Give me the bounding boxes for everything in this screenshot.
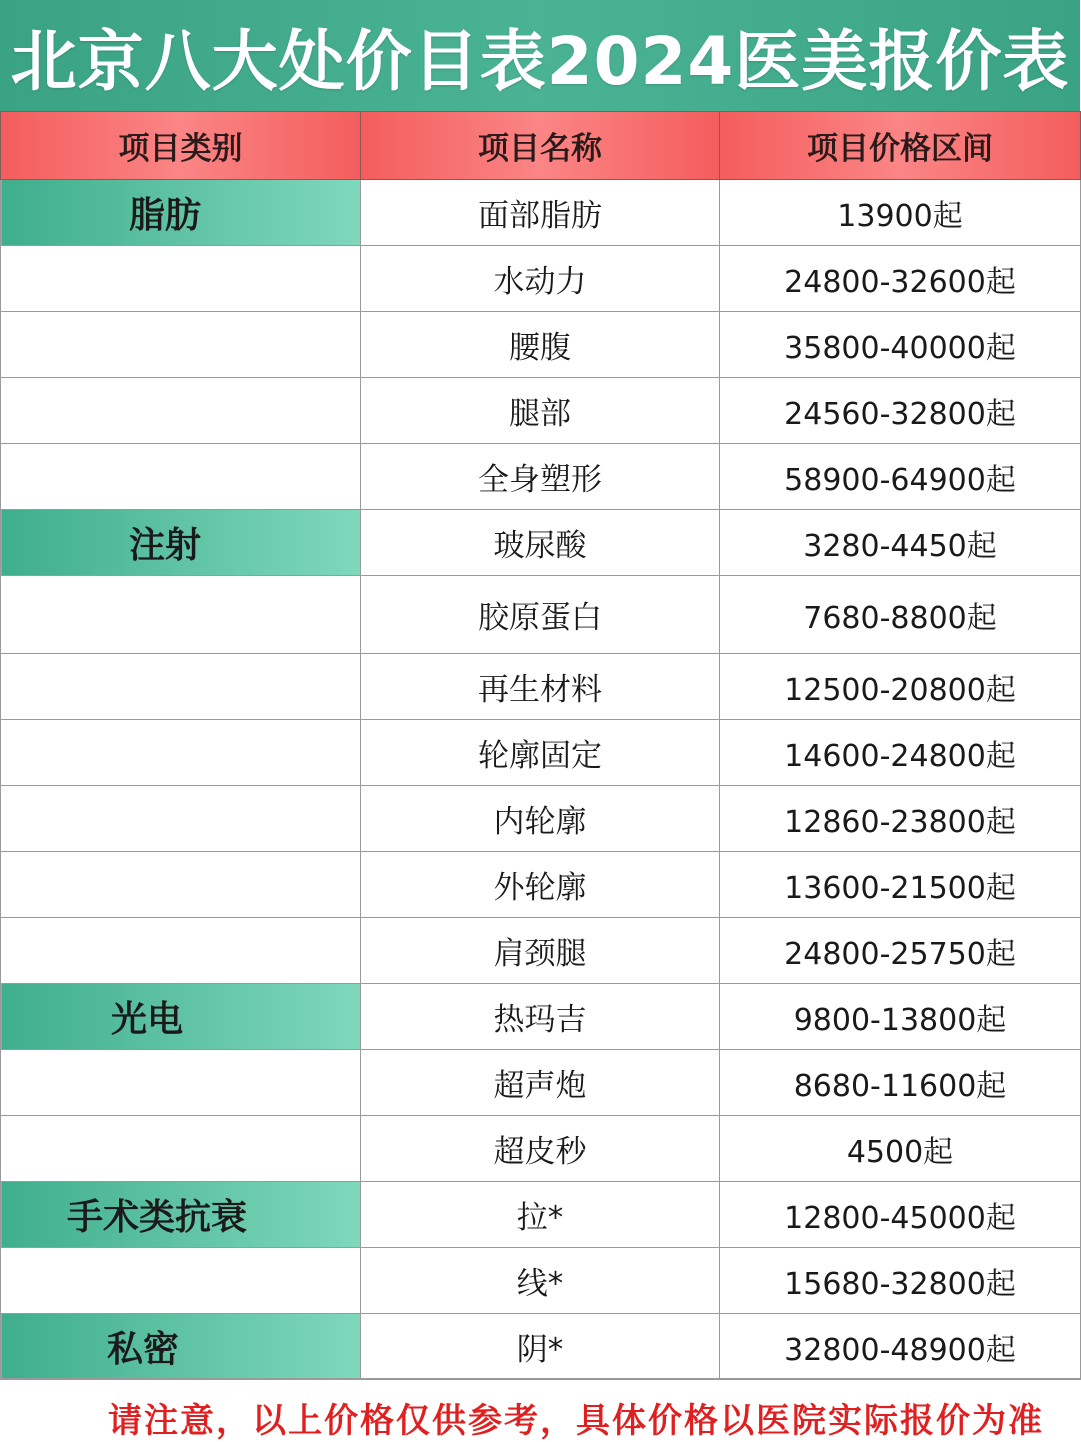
price-range-cell: 9800-13800起 (720, 984, 1081, 1050)
table-row (1, 720, 1081, 786)
category-cell (1, 1116, 361, 1182)
item-name-cell: 腰腹 (361, 312, 720, 378)
item-name-cell: 超声炮 (361, 1050, 720, 1116)
item-name-cell: 线* (361, 1248, 720, 1314)
category-cell (1, 918, 361, 984)
price-range-cell: 7680-8800起 (720, 576, 1081, 654)
title-banner (0, 0, 1080, 111)
table-body (1, 180, 1081, 1380)
header-item-name: 项目名称 (361, 112, 720, 180)
price-range-cell: 12800-45000起 (720, 1182, 1081, 1248)
table-row (1, 510, 1081, 576)
category-label: 手术类抗衰 (67, 1197, 248, 1238)
table-row (1, 246, 1081, 312)
item-name-cell: 拉* (361, 1182, 720, 1248)
price-range-cell: 32800-48900起 (720, 1314, 1081, 1380)
item-name-cell: 超皮秒 (361, 1116, 720, 1182)
item-name-cell: 腿部 (361, 378, 720, 444)
price-range-cell: 8680-11600起 (720, 1050, 1081, 1116)
price-range-cell: 24800-32600起 (720, 246, 1081, 312)
category-cell (1, 510, 361, 576)
price-range-cell: 14600-24800起 (720, 720, 1081, 786)
category-cell (1, 654, 361, 720)
item-name-cell: 胶原蛋白 (361, 576, 720, 654)
table-row (1, 1248, 1081, 1314)
table-row (1, 918, 1081, 984)
category-cell (1, 1182, 361, 1248)
header-category: 项目类别 (1, 112, 361, 180)
category-cell (1, 576, 361, 654)
table-row (1, 378, 1081, 444)
price-range-cell: 13600-21500起 (720, 852, 1081, 918)
table-row (1, 312, 1081, 378)
table-row (1, 852, 1081, 918)
header-price-range: 项目价格区间 (720, 112, 1081, 180)
category-label: 注射 (129, 525, 202, 566)
table-row (1, 1116, 1081, 1182)
item-name-cell: 热玛吉 (361, 984, 720, 1050)
price-range-cell: 24800-25750起 (720, 918, 1081, 984)
table-row (1, 984, 1081, 1050)
category-label: 脂肪 (129, 195, 202, 236)
table-row (1, 1314, 1081, 1380)
category-cell (1, 1050, 361, 1116)
item-name-cell: 再生材料 (361, 654, 720, 720)
table-header-row (1, 112, 1081, 180)
item-name-cell: 内轮廓 (361, 786, 720, 852)
price-range-cell: 4500起 (720, 1116, 1081, 1182)
item-name-cell: 水动力 (361, 246, 720, 312)
item-name-cell: 外轮廓 (361, 852, 720, 918)
table-row (1, 444, 1081, 510)
category-label: 光电 (111, 999, 184, 1040)
category-label: 私密 (107, 1329, 180, 1370)
item-name-cell: 玻尿酸 (361, 510, 720, 576)
category-cell (1, 786, 361, 852)
price-table (0, 111, 1081, 1380)
item-name-cell: 轮廓固定 (361, 720, 720, 786)
item-name-cell: 肩颈腿 (361, 918, 720, 984)
table-row (1, 180, 1081, 246)
category-cell (1, 444, 361, 510)
item-name-cell: 阴* (361, 1314, 720, 1380)
category-cell (1, 180, 361, 246)
price-range-cell: 15680-32800起 (720, 1248, 1081, 1314)
item-name-cell: 面部脂肪 (361, 180, 720, 246)
category-cell (1, 852, 361, 918)
category-cell (1, 312, 361, 378)
item-name-cell: 全身塑形 (361, 444, 720, 510)
category-cell (1, 1248, 361, 1314)
table-row (1, 1182, 1081, 1248)
page-title: 北京八大处价目表2024医美报价表 (10, 23, 1070, 100)
footer-note (0, 1378, 1080, 1441)
price-range-cell: 12500-20800起 (720, 654, 1081, 720)
price-range-cell: 24560-32800起 (720, 378, 1081, 444)
table-row (1, 654, 1081, 720)
price-range-cell: 12860-23800起 (720, 786, 1081, 852)
category-cell (1, 720, 361, 786)
table-row (1, 786, 1081, 852)
price-range-cell: 13900起 (720, 180, 1081, 246)
price-range-cell: 35800-40000起 (720, 312, 1081, 378)
category-cell (1, 1314, 361, 1380)
category-cell (1, 246, 361, 312)
price-range-cell: 58900-64900起 (720, 444, 1081, 510)
table-row (1, 1050, 1081, 1116)
price-range-cell: 3280-4450起 (720, 510, 1081, 576)
disclaimer-text: 请注意，以上价格仅供参考，具体价格以医院实际报价为准 (108, 1401, 1044, 1441)
table-row (1, 576, 1081, 654)
category-cell (1, 984, 361, 1050)
category-cell (1, 378, 361, 444)
